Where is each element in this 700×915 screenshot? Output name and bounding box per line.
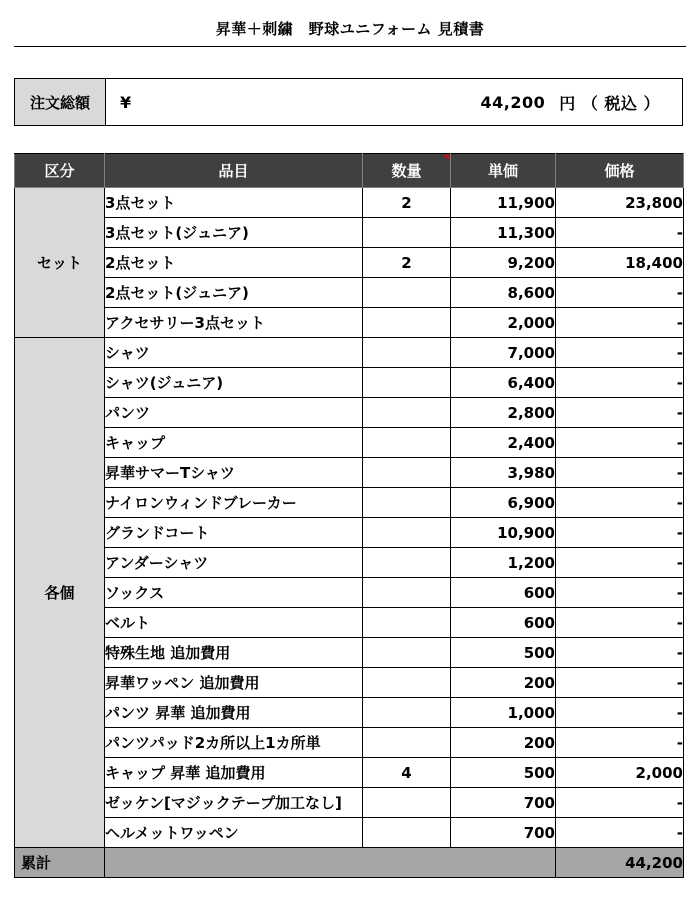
order-total-label: 注文総額 — [15, 79, 106, 125]
table-row — [15, 398, 684, 428]
table-row — [15, 338, 684, 368]
total-row — [15, 848, 684, 878]
quantity-cell — [363, 548, 451, 578]
table-row — [15, 698, 684, 728]
table-row — [15, 638, 684, 668]
table-row — [15, 548, 684, 578]
quantity-cell — [363, 278, 451, 308]
price-cell: - — [556, 608, 684, 638]
quantity-cell — [363, 698, 451, 728]
quantity-cell — [363, 488, 451, 518]
quantity-cell — [363, 578, 451, 608]
item-cell: 3点セット(ジュニア) — [105, 218, 363, 248]
price-cell: - — [556, 278, 684, 308]
item-cell: シャツ(ジュニア) — [105, 368, 363, 398]
item-cell: アンダーシャツ — [105, 548, 363, 578]
table-row — [15, 428, 684, 458]
item-cell: グランドコート — [105, 518, 363, 548]
item-cell: キャップ 昇華 追加費用 — [105, 758, 363, 788]
item-cell: 特殊生地 追加費用 — [105, 638, 363, 668]
item-cell: ヘルメットワッペン — [105, 818, 363, 848]
order-total-unit: 円 （ 税込 ） — [559, 93, 660, 113]
unit-price-cell: 500 — [451, 758, 556, 788]
table-row — [15, 248, 684, 278]
price-cell: - — [556, 368, 684, 398]
header-quantity-label: 数量 — [391, 162, 422, 180]
price-cell: - — [556, 338, 684, 368]
item-cell: アクセサリー3点セット — [105, 308, 363, 338]
price-cell: - — [556, 308, 684, 338]
item-cell: パンツ 昇華 追加費用 — [105, 698, 363, 728]
header-price: 価格 — [556, 154, 684, 188]
quantity-cell — [363, 398, 451, 428]
item-cell: 昇華サマーTシャツ — [105, 458, 363, 488]
unit-price-cell: 1,000 — [451, 698, 556, 728]
table-row — [15, 278, 684, 308]
header-category: 区分 — [15, 154, 105, 188]
table-row — [15, 518, 684, 548]
quantity-cell — [363, 638, 451, 668]
unit-price-cell: 6,400 — [451, 368, 556, 398]
item-cell: 2点セット(ジュニア) — [105, 278, 363, 308]
quantity-cell — [363, 608, 451, 638]
table-row — [15, 488, 684, 518]
price-cell: - — [556, 398, 684, 428]
quantity-cell — [363, 428, 451, 458]
quantity-cell — [363, 368, 451, 398]
table-row — [15, 788, 684, 818]
unit-price-cell: 6,900 — [451, 488, 556, 518]
price-cell: - — [556, 548, 684, 578]
unit-price-cell: 9,200 — [451, 248, 556, 278]
header-item: 品目 — [105, 154, 363, 188]
item-cell: ソックス — [105, 578, 363, 608]
table-row — [15, 758, 684, 788]
quantity-cell — [363, 818, 451, 848]
price-cell: - — [556, 668, 684, 698]
item-cell: ナイロンウィンドブレーカー — [105, 488, 363, 518]
quantity-cell — [363, 218, 451, 248]
quantity-cell — [363, 308, 451, 338]
unit-price-cell: 600 — [451, 578, 556, 608]
price-cell: - — [556, 518, 684, 548]
order-total-amount: 44,200 — [480, 92, 546, 112]
item-cell: 2点セット — [105, 248, 363, 278]
table-row — [15, 308, 684, 338]
item-cell: パンツパッド2カ所以上1カ所単 — [105, 728, 363, 758]
header-unit-price: 単価 — [451, 154, 556, 188]
unit-price-cell: 500 — [451, 638, 556, 668]
category-cell: セット — [15, 188, 105, 338]
quantity-cell: 4 — [363, 758, 451, 788]
unit-price-cell: 2,400 — [451, 428, 556, 458]
table-row — [15, 608, 684, 638]
quantity-cell: 2 — [363, 188, 451, 218]
table-row — [15, 458, 684, 488]
unit-price-cell: 2,000 — [451, 308, 556, 338]
page-title: 昇華＋刺繍 野球ユニフォーム 見積書 — [215, 20, 485, 38]
table-header-row — [15, 154, 684, 188]
item-cell: ベルト — [105, 608, 363, 638]
price-cell: - — [556, 458, 684, 488]
item-cell: 昇華ワッペン 追加費用 — [105, 668, 363, 698]
unit-price-cell: 200 — [451, 668, 556, 698]
table-row — [15, 368, 684, 398]
order-total-value — [170, 79, 682, 125]
item-cell: ゼッケン[マジックテープ加工なし] — [105, 788, 363, 818]
price-cell: 18,400 — [556, 248, 684, 278]
price-cell: - — [556, 488, 684, 518]
order-total-box — [14, 78, 683, 126]
item-cell: キャップ — [105, 428, 363, 458]
quantity-cell: 2 — [363, 248, 451, 278]
total-row-label: 累計 — [15, 848, 105, 878]
unit-price-cell: 2,800 — [451, 398, 556, 428]
price-cell: - — [556, 788, 684, 818]
header-quantity — [363, 154, 451, 188]
item-cell: シャツ — [105, 338, 363, 368]
unit-price-cell: 11,900 — [451, 188, 556, 218]
quantity-cell — [363, 788, 451, 818]
table-row — [15, 218, 684, 248]
unit-price-cell: 10,900 — [451, 518, 556, 548]
price-cell: - — [556, 218, 684, 248]
title-divider — [14, 46, 686, 47]
quantity-cell — [363, 338, 451, 368]
price-cell: - — [556, 728, 684, 758]
unit-price-cell: 11,300 — [451, 218, 556, 248]
table-body — [15, 188, 684, 848]
price-cell: 2,000 — [556, 758, 684, 788]
price-cell: - — [556, 428, 684, 458]
unit-price-cell: 700 — [451, 788, 556, 818]
quote-table — [14, 153, 684, 878]
price-cell: - — [556, 638, 684, 668]
price-cell: 23,800 — [556, 188, 684, 218]
total-row-value: 44,200 — [556, 848, 684, 878]
category-cell: 各個 — [15, 338, 105, 848]
unit-price-cell: 700 — [451, 818, 556, 848]
unit-price-cell: 3,980 — [451, 458, 556, 488]
table-row — [15, 668, 684, 698]
comment-indicator-icon — [444, 155, 449, 160]
quantity-cell — [363, 728, 451, 758]
table-row — [15, 578, 684, 608]
table-row — [15, 818, 684, 848]
price-cell: - — [556, 818, 684, 848]
price-cell: - — [556, 578, 684, 608]
unit-price-cell: 600 — [451, 608, 556, 638]
item-cell: 3点セット — [105, 188, 363, 218]
quantity-cell — [363, 518, 451, 548]
unit-price-cell: 1,200 — [451, 548, 556, 578]
unit-price-cell: 8,600 — [451, 278, 556, 308]
unit-price-cell: 7,000 — [451, 338, 556, 368]
quantity-cell — [363, 668, 451, 698]
unit-price-cell: 200 — [451, 728, 556, 758]
price-cell: - — [556, 698, 684, 728]
item-cell: パンツ — [105, 398, 363, 428]
quantity-cell — [363, 458, 451, 488]
currency-symbol: ¥ — [120, 92, 132, 112]
table-row — [15, 188, 684, 218]
total-row-spacer — [105, 848, 556, 878]
table-row — [15, 728, 684, 758]
